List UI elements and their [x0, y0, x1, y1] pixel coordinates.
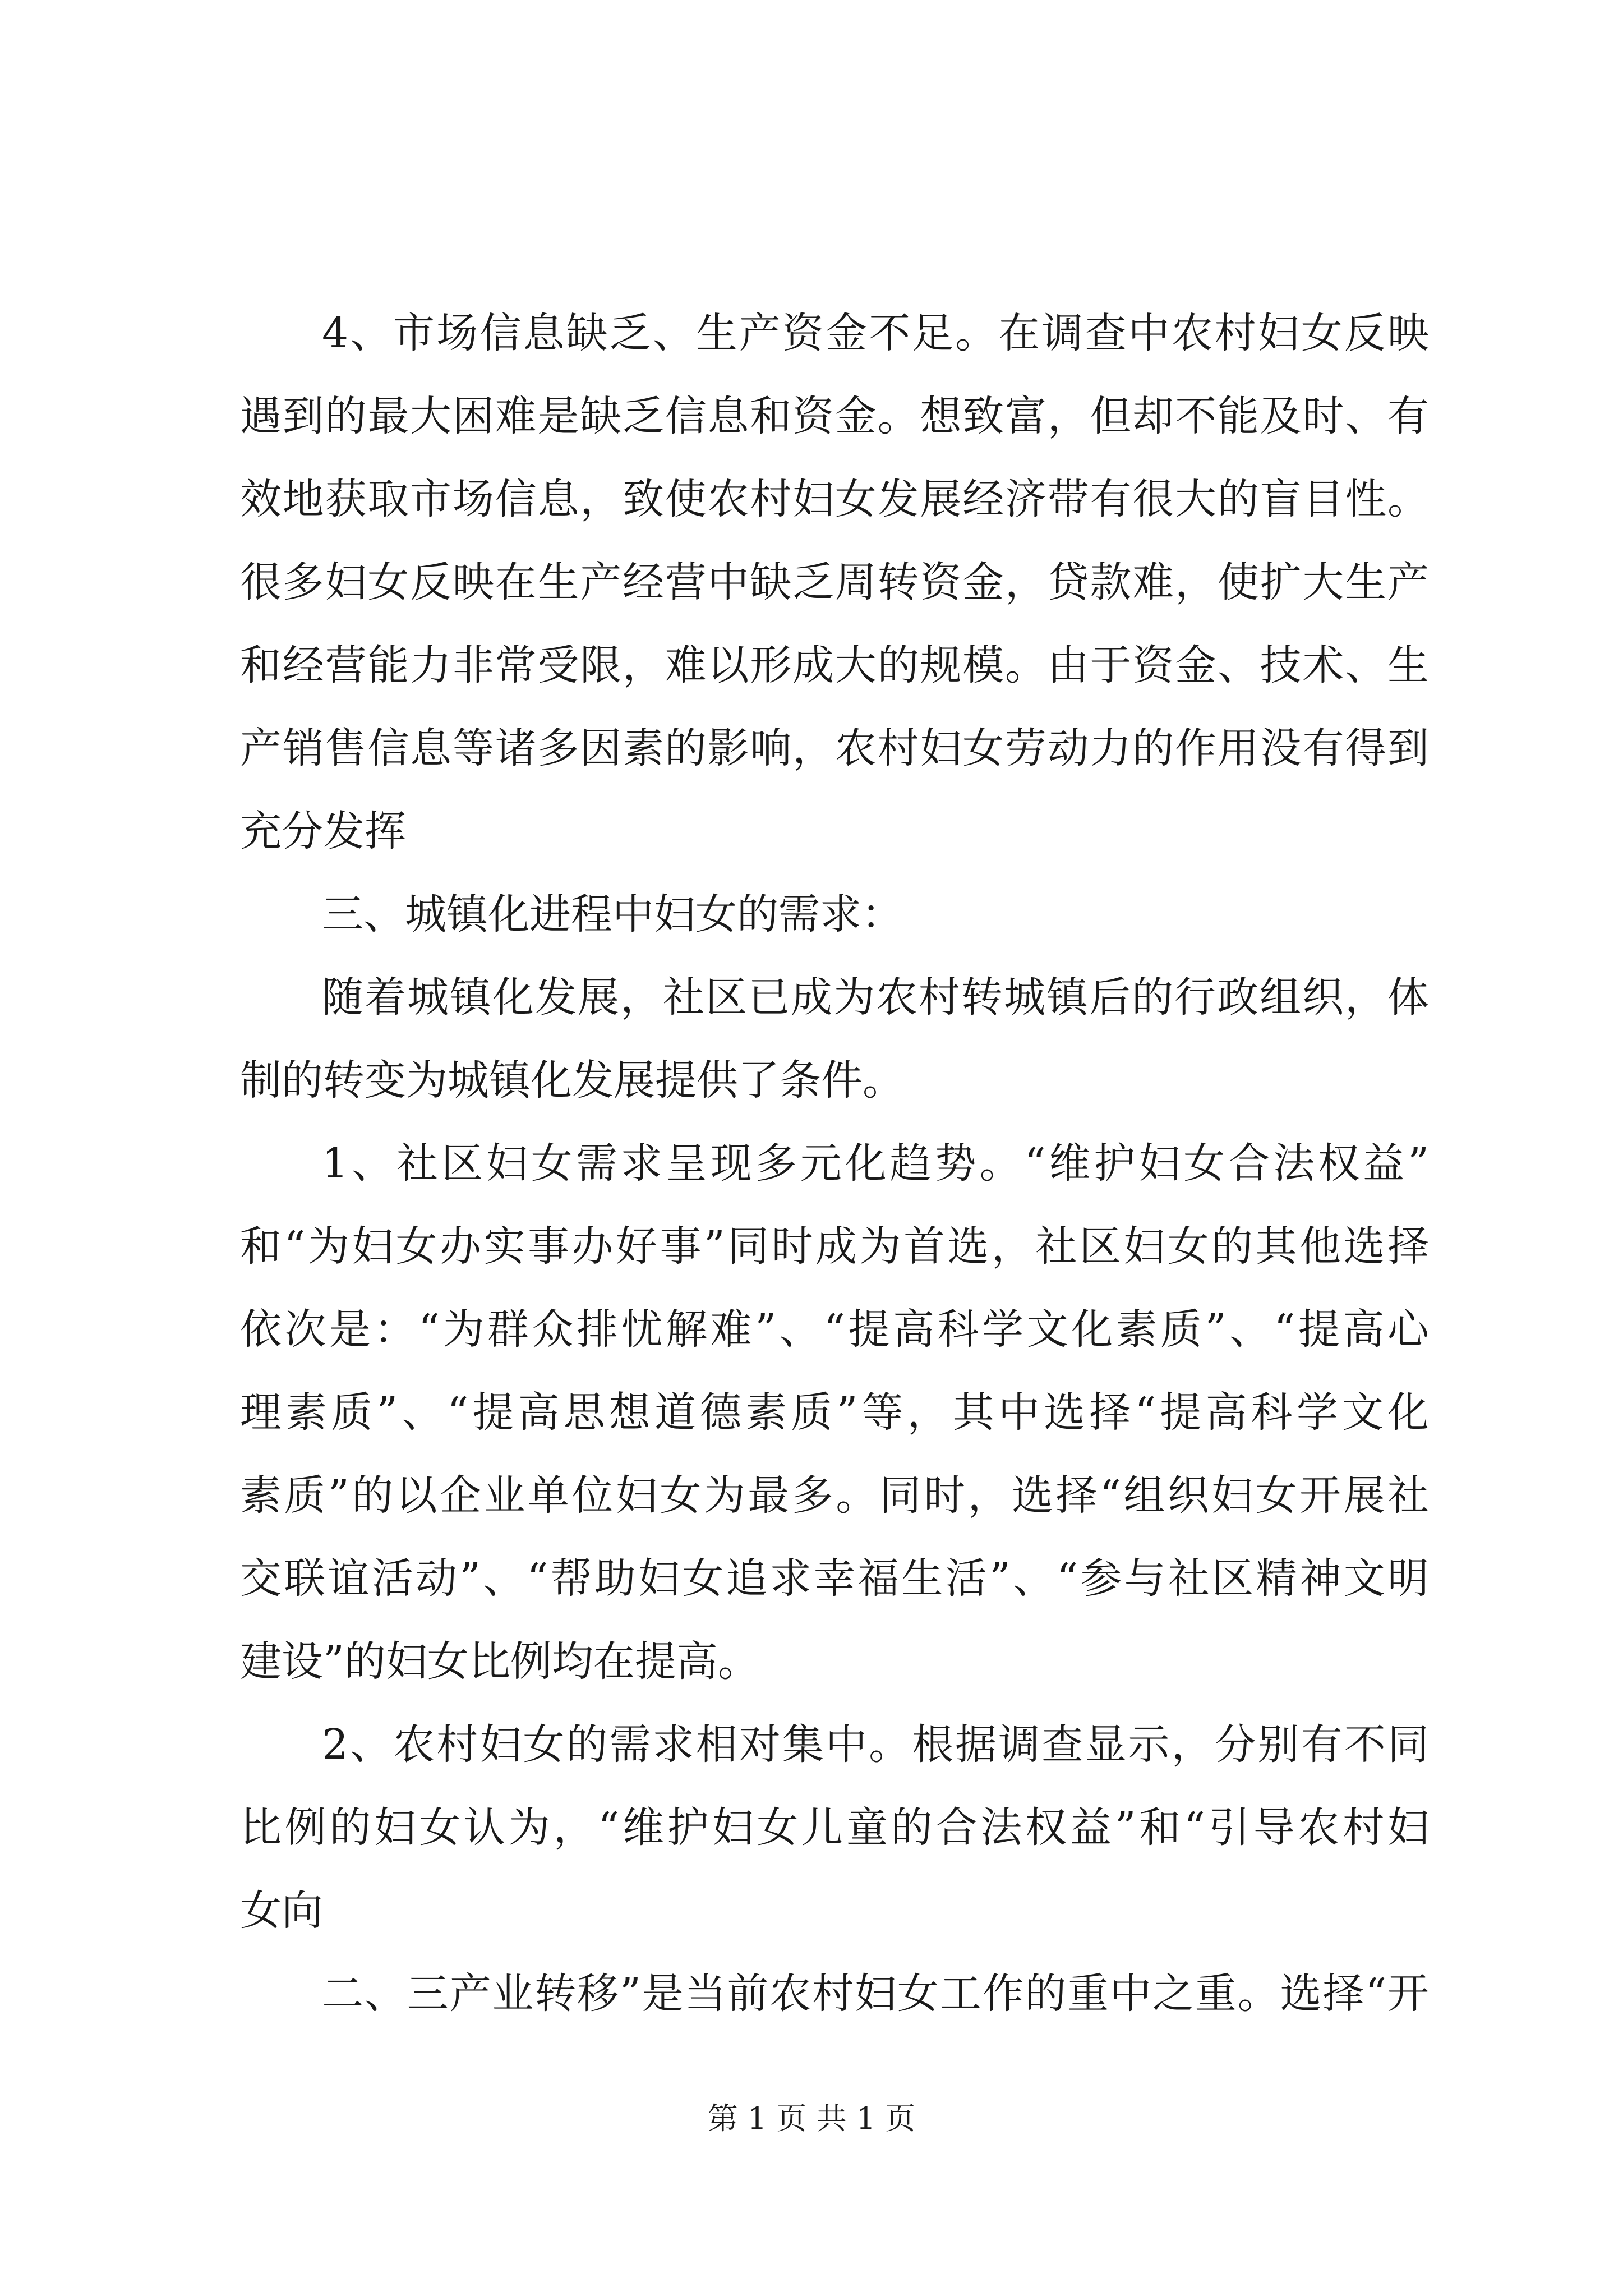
text-line: 比例的妇女认为，“维护妇女儿童的合法权益”和“引导农村妇	[240, 1803, 1429, 1852]
text-line: 1、社区妇女需求呈现多元化趋势。“维护妇女合法权益”	[322, 1139, 1429, 1188]
text-line: 2、农村妇女的需求相对集中。根据调查显示，分别有不同	[322, 1720, 1429, 1769]
text-line: 理素质”、“提高思想道德素质”等，其中选择“提高科学文化	[240, 1388, 1429, 1437]
text-line: 效地获取市场信息，致使农村妇女发展经济带有很大的盲目性。	[240, 475, 1429, 523]
page-footer: 第 1 页 共 1 页	[707, 2101, 916, 2136]
text-line: 三、城镇化进程中妇女的需求：	[322, 890, 903, 938]
text-line: 4、市场信息缺乏、生产资金不足。在调查中农村妇女反映	[322, 309, 1429, 357]
text-line: 素质”的以企业单位妇女为最多。同时，选择“组织妇女开展社	[240, 1471, 1429, 1520]
text-line: 交联谊活动”、“帮助妇女追求幸福生活”、“参与社区精神文明	[240, 1554, 1429, 1603]
text-line: 依次是：“为群众排忧解难”、“提高科学文化素质”、“提高心	[240, 1305, 1429, 1354]
text-line: 和经营能力非常受限，难以形成大的规模。由于资金、技术、生	[240, 641, 1429, 689]
text-line: 二、三产业转移”是当前农村妇女工作的重中之重。选择“开	[322, 1970, 1429, 2018]
text-line: 随着城镇化发展，社区已成为农村转城镇后的行政组织，体	[322, 973, 1429, 1022]
text-line: 很多妇女反映在生产经营中缺乏周转资金，贷款难，使扩大生产	[240, 558, 1429, 606]
text-line: 遇到的最大困难是缺乏信息和资金。想致富，但却不能及时、有	[240, 392, 1429, 440]
document-body	[240, 292, 1429, 2035]
text-line: 充分发挥	[240, 807, 406, 855]
text-line: 产销售信息等诸多因素的影响，农村妇女劳动力的作用没有得到	[240, 724, 1429, 772]
text-line: 女向	[240, 1887, 323, 1935]
text-line: 建设”的妇女比例均在提高。	[240, 1637, 759, 1686]
text-line: 和“为妇女办实事办好事”同时成为首选，社区妇女的其他选择	[240, 1222, 1429, 1271]
text-line: 制的转变为城镇化发展提供了条件。	[240, 1056, 904, 1105]
